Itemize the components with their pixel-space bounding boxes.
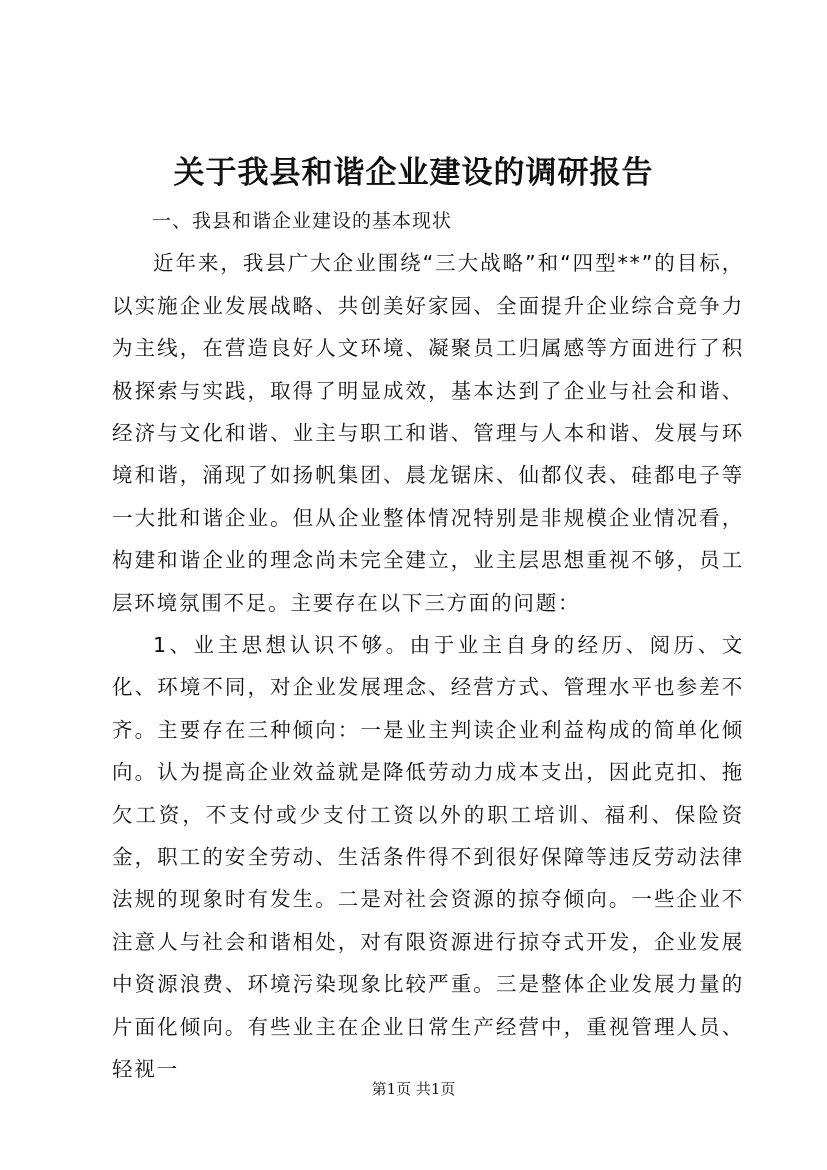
section-heading: 一、我县和谐企业建设的基本现状 bbox=[152, 210, 453, 232]
document-body bbox=[112, 200, 744, 1091]
page-footer: 第1页 共1页 bbox=[371, 1080, 456, 1098]
paragraph-issue-1: 1、业主思想认识不够。由于业主自身的经历、阅历、文化、环境不同，对企业发展理念、经营方式、管理水平也参差不齐。主要存在三种倾向：一是业主判读企业利益构成的简单化倾向。认为提高企业效益就是降低劳动力成本支出，因此克扣、拖欠工资，不支付或少支付工资以外的职工培训、福利、保险资金，职工的安全劳动、生活条件得不到很好保障等违反劳动法律法规的现象时有发生。二是对社会资源的掠夺倾向。一些企业不注意人与社会和谐相处，对有限资源进行掠夺式开发，企业发展中资源浪费、环境污染现象比较严重。三是整体企业发展力量的片面化倾向。有些业主在企业日常生产经营中，重视管理人员、轻视一 bbox=[112, 633, 744, 1082]
paragraph-overview: 近年来，我县广大企业围绕“三大战略”和“四型**”的目标，以实施企业发展战略、共创美好家园、全面提升企业综合竞争力为主线，在营造良好人文环境、凝聚员工归属感等方面进行了积极探索与实践，取得了明显成效，基本达到了企业与社会和谐、经济与文化和谐、业主与职工和谐、管理与人本和谐、发展与环境和谐，涌现了如扬帆集团、晨龙锯床、仙都仪表、硅都电子等一大批和谐企业。但从企业整体情况特别是非规模企业情况看，构建和谐企业的理念尚未完全建立，业主层思想重视不够，员工层环境氛围不足。主要存在以下三方面的问题： bbox=[112, 251, 744, 615]
document-title: 关于我县和谐企业建设的调研报告 bbox=[173, 155, 654, 191]
